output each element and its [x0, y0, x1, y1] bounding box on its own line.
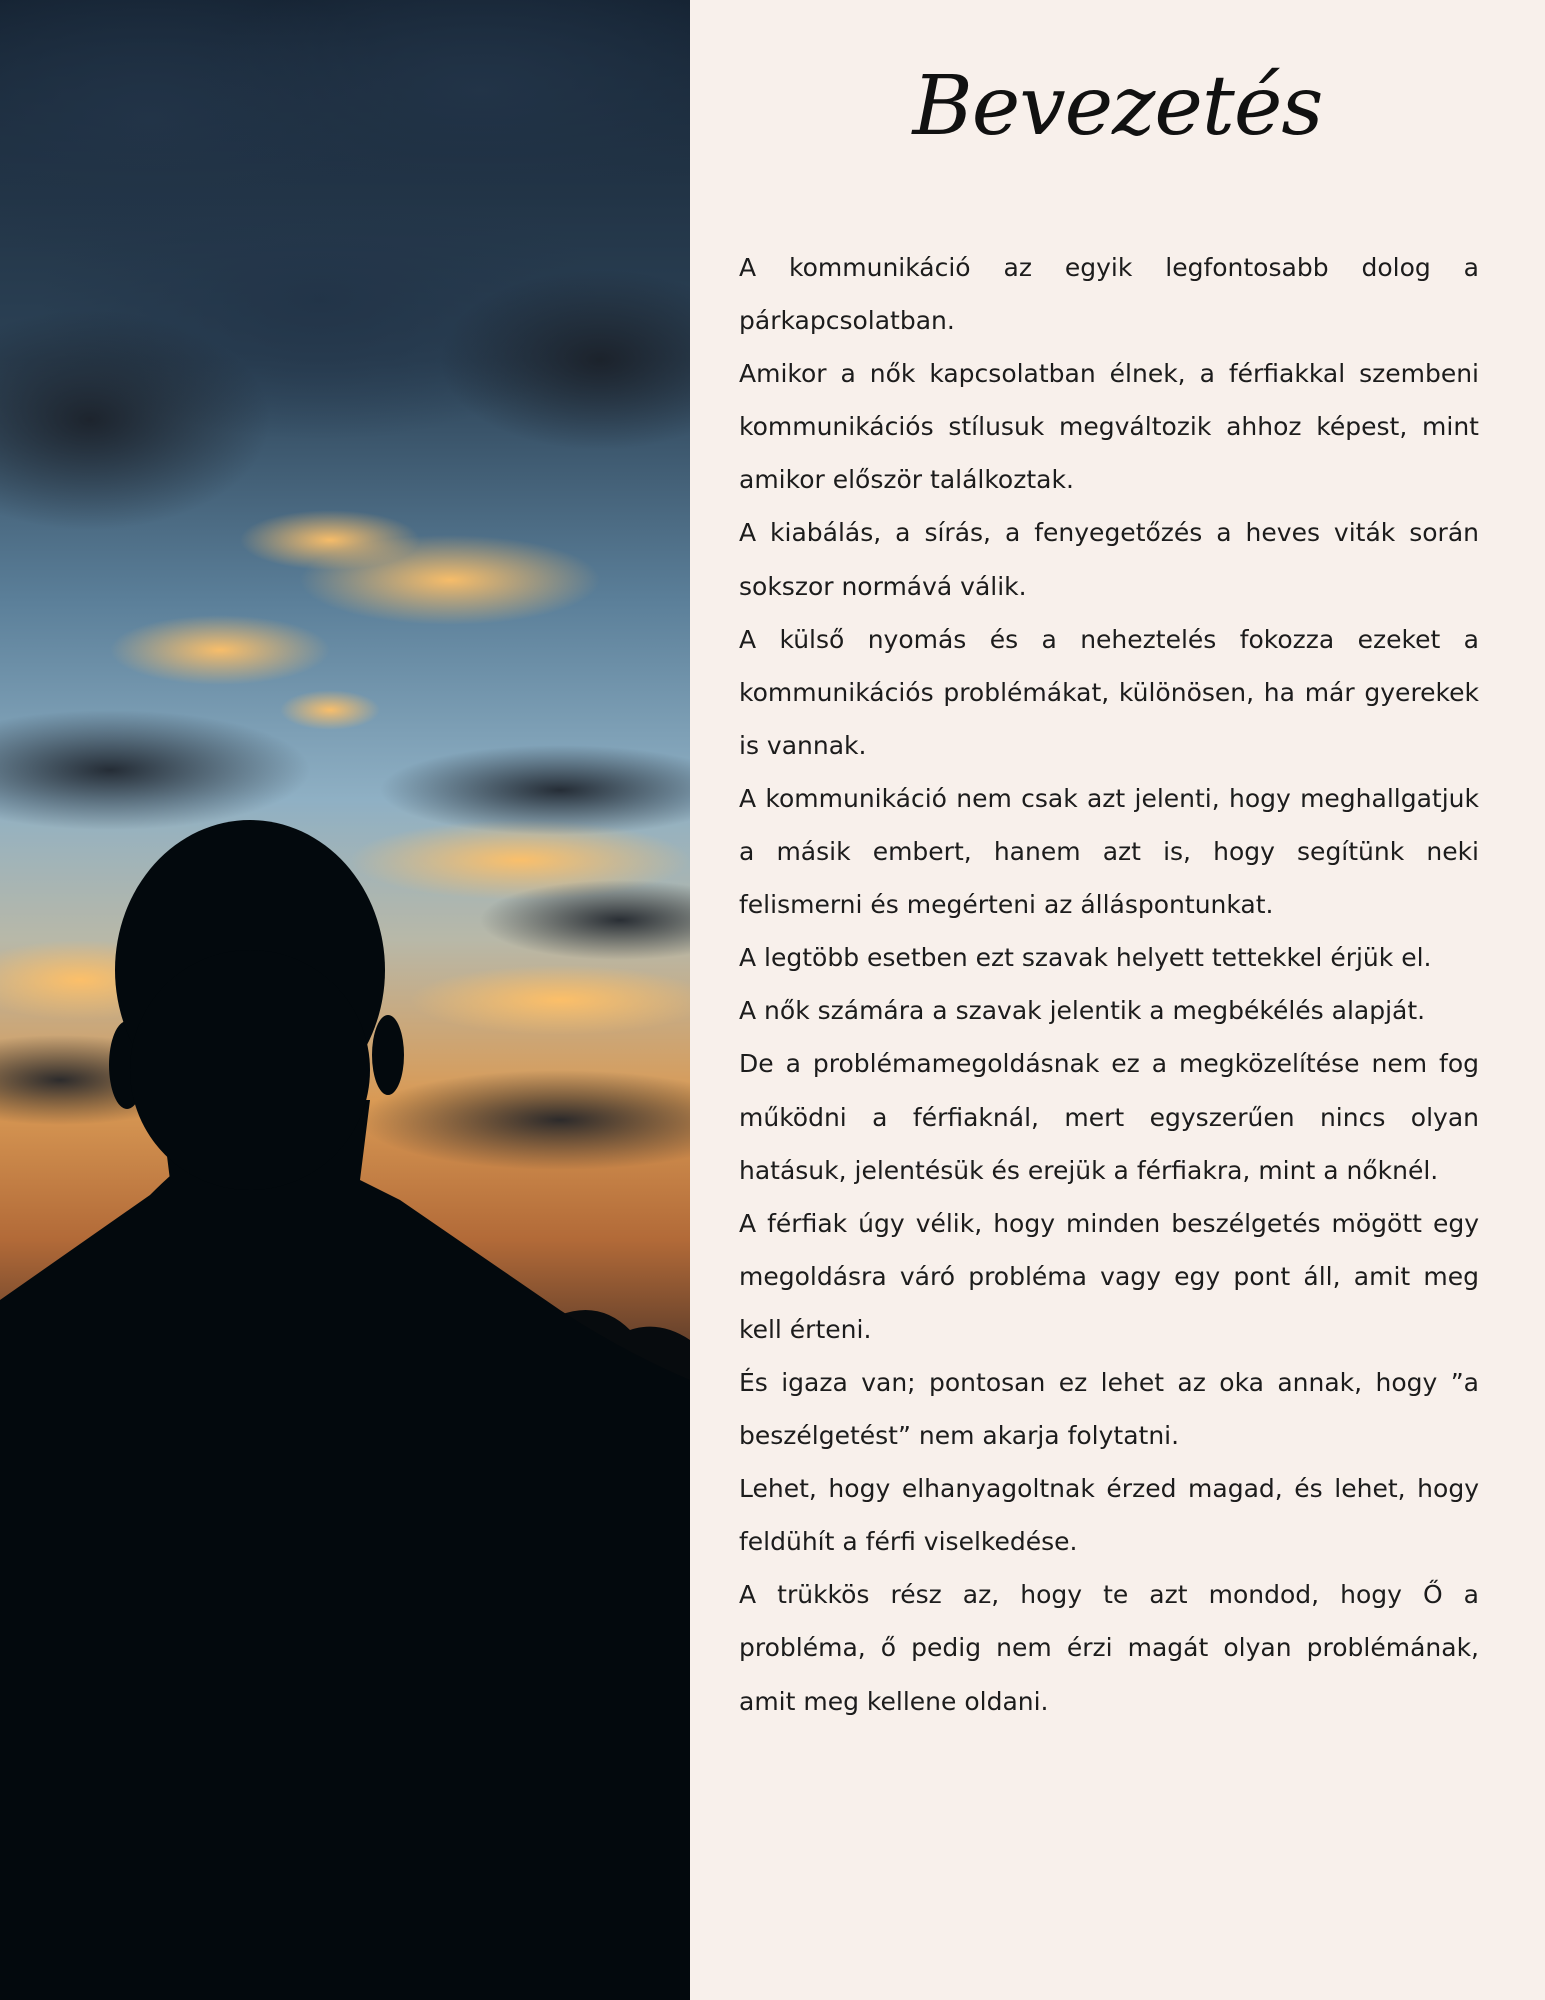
page-title: Bevezetés	[912, 59, 1323, 154]
sunset-silhouette-photo	[0, 0, 690, 2000]
paragraph: Amikor a nők kapcsolatban élnek, a férfiakkal szembeni kommunikációs stílusuk megváltozik ahhoz képest, mint amikor először találkoztak.	[739, 359, 1479, 495]
paragraph: A nők számára a szavak jelentik a megbékélés alapját.	[739, 996, 1426, 1026]
text-panel	[690, 0, 1545, 2000]
paragraph: De a problémamegoldásnak ez a megközelítése nem fog működni a férfiaknál, mert egyszerűen nincs olyan hatásuk, jelentésük és erejük a férfiakra, mint a nőknél.	[739, 1049, 1479, 1185]
sunset-silhouette-image	[0, 0, 690, 2000]
paragraph: Lehet, hogy elhanyagoltnak érzed magad, és lehet, hogy feldühít a férfi viselkedése.	[739, 1474, 1479, 1557]
paragraph: A kommunikáció nem csak azt jelenti, hogy meghallgatjuk a másik embert, hanem azt is, hogy segítünk neki felismerni és megérteni az álláspontunkat.	[739, 783, 1479, 920]
body-text	[739, 241, 1479, 1728]
paragraph: A kommunikáció az egyik legfontosabb dolog a párkapcsolatban.	[739, 253, 1479, 336]
paragraph: A kiabálás, a sírás, a fenyegetőzés a heves viták során sokszor normává válik.	[739, 518, 1479, 601]
paragraph: A trükkös rész az, hogy te azt mondod, hogy Ő a probléma, ő pedig nem érzi magát olyan problémának, amit meg kellene oldani.	[739, 1580, 1479, 1716]
paragraph: És igaza van; pontosan ez lehet az oka annak, hogy ”a beszélgetést” nem akarja folytatni.	[739, 1367, 1479, 1451]
paragraph: A férfiak úgy vélik, hogy minden beszélgetés mögött egy megoldásra váró probléma vagy egy pont áll, amit meg kell érteni.	[739, 1208, 1479, 1344]
paragraph: A legtöbb esetben ezt szavak helyett tettekkel érjük el.	[739, 943, 1432, 973]
paragraph: A külső nyomás és a neheztelés fokozza ezeket a kommunikációs problémákat, különösen, ha már gyerekek is vannak.	[739, 624, 1479, 760]
